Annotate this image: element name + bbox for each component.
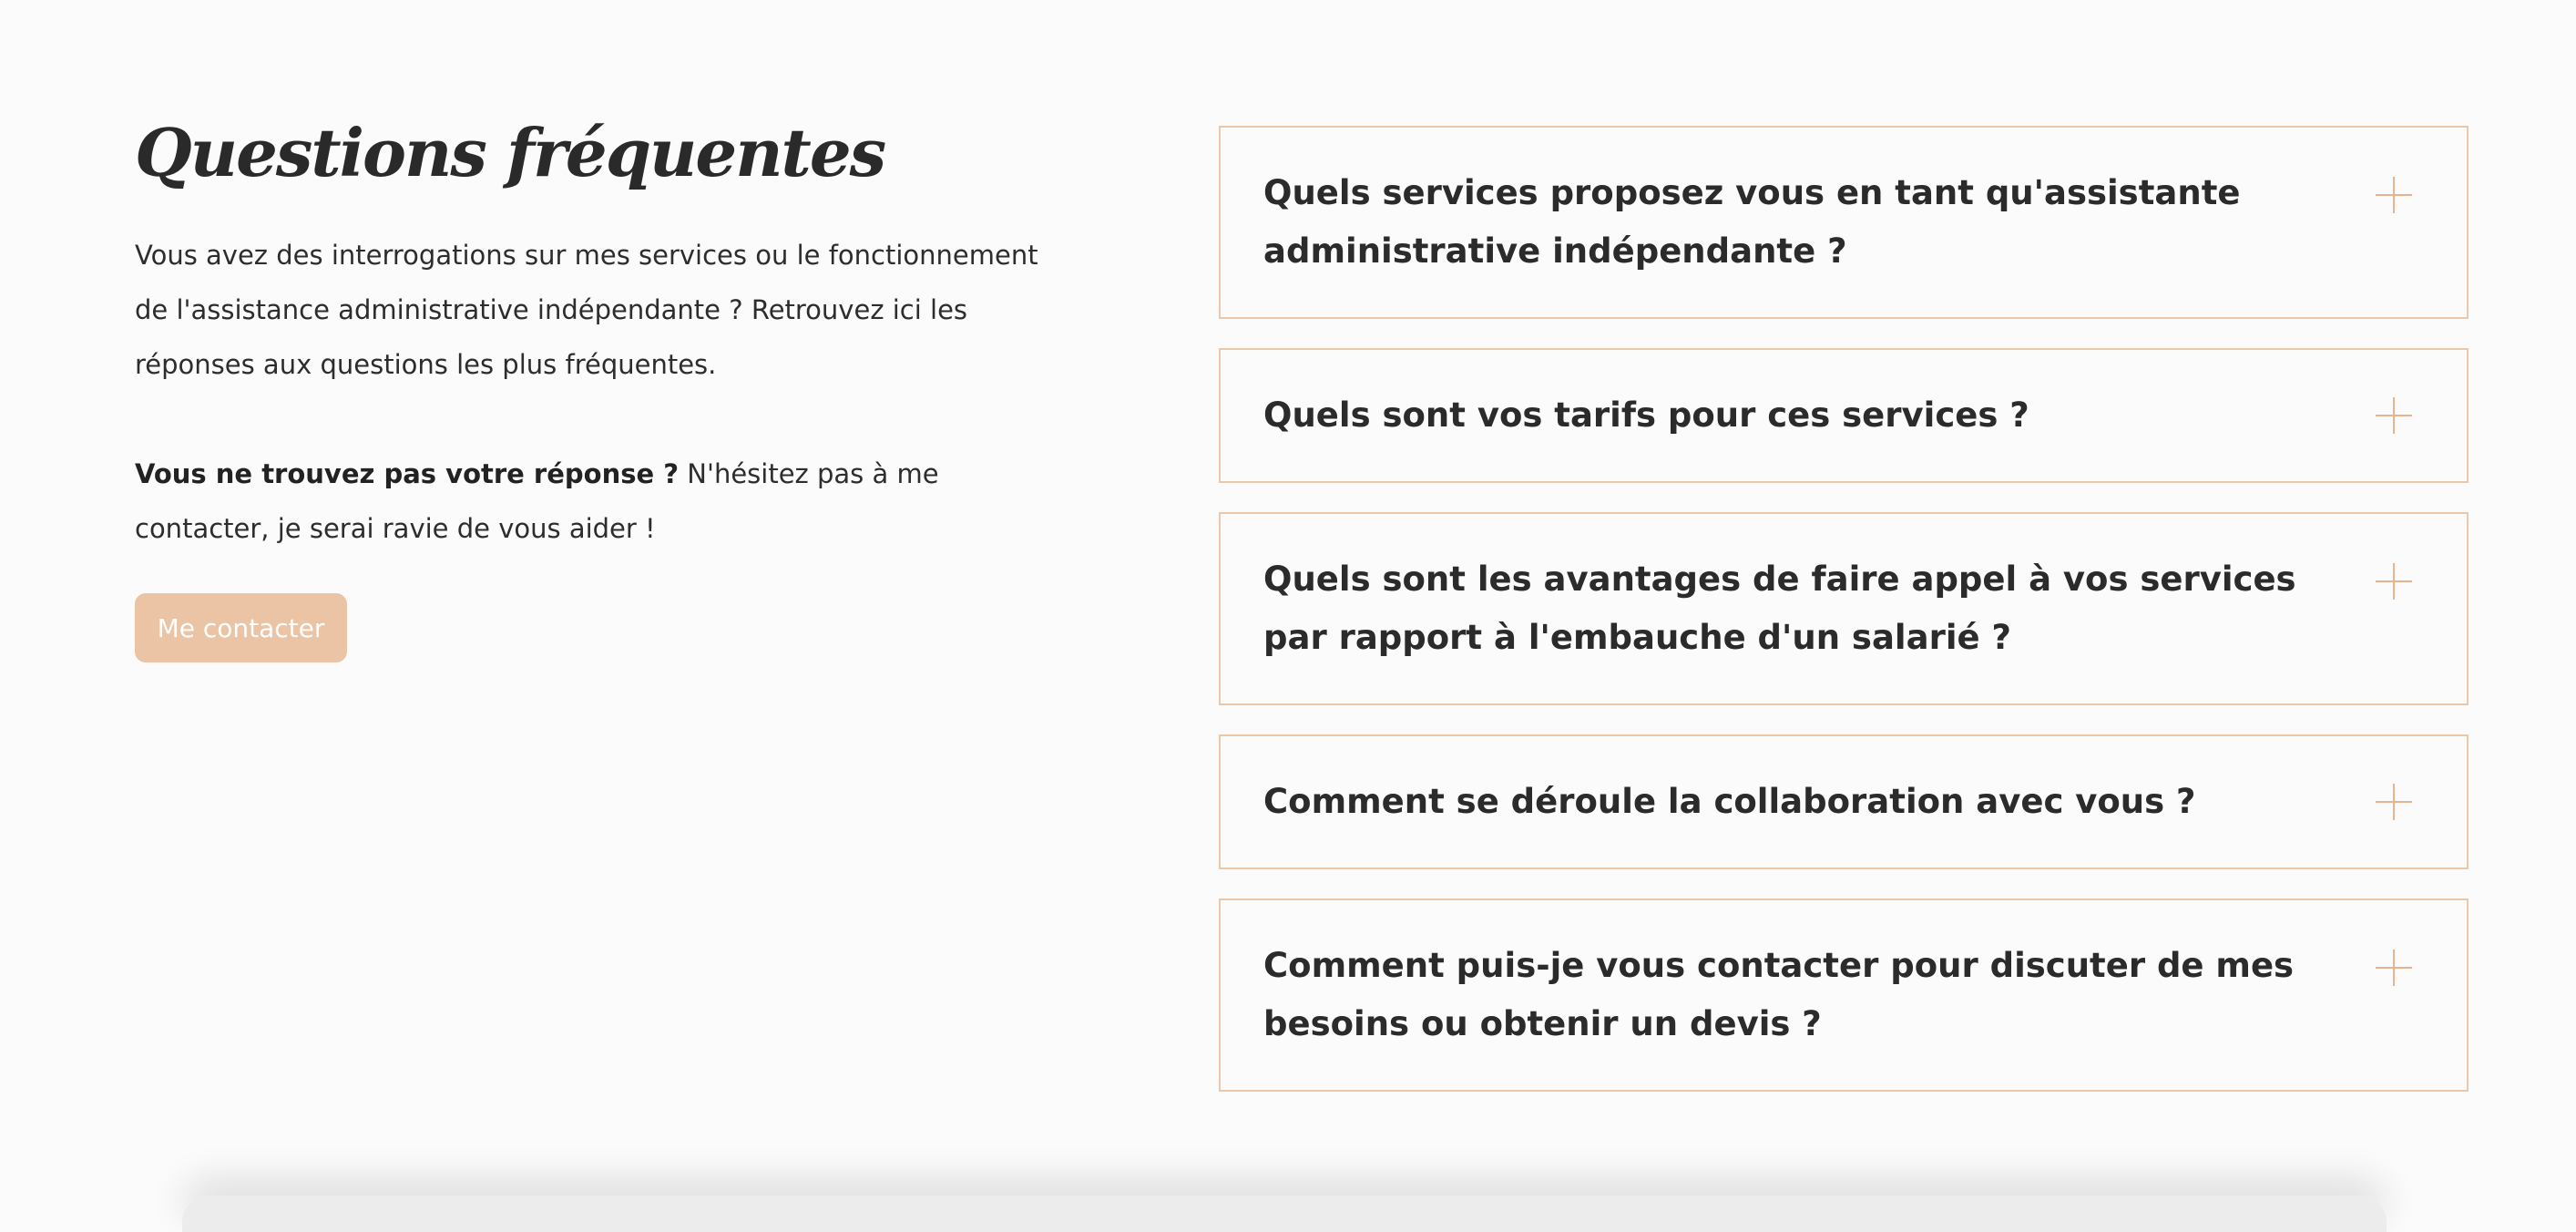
contact-button[interactable]: Me contacter (135, 593, 347, 662)
faq-question: Quels services proposez vous en tant qu'assistante administrative indépendante ? (1263, 173, 2241, 271)
contact-prompt-bold: Vous ne trouvez pas votre réponse ? (135, 458, 680, 489)
faq-item[interactable] (1219, 126, 2469, 319)
faq-question: Quels sont vos tarifs pour ces services ? (1263, 395, 2029, 435)
plus-icon[interactable] (2376, 397, 2412, 434)
plus-icon[interactable] (2376, 563, 2412, 600)
plus-icon[interactable] (2376, 177, 2412, 213)
faq-item[interactable] (1219, 734, 2469, 869)
next-section-edge (182, 1196, 2387, 1232)
page-title: Questions fréquentes (135, 114, 885, 191)
contact-prompt-text: N'hésitez pas à me contacter, je serai ravie de vous aider ! (135, 458, 939, 544)
plus-icon[interactable] (2376, 784, 2412, 820)
faq-question: Quels sont les avantages de faire appel à vos services par rapport à l'embauche d'un salarié ? (1263, 560, 2296, 657)
faq-question: Comment se déroule la collaboration avec vous ? (1263, 782, 2196, 821)
faq-question: Comment puis-je vous contacter pour discuter de mes besoins ou obtenir un devis ? (1263, 946, 2295, 1043)
intro-description: Vous avez des interrogations sur mes services ou le fonctionnement de l'assistance administrative indépendante ? Retrouvez ici les réponses aux questions les plus fréquentes. (135, 240, 1038, 380)
plus-icon[interactable] (2376, 950, 2412, 986)
faq-intro (135, 108, 1055, 556)
faq-item[interactable] (1219, 348, 2469, 483)
faq-accordion (1219, 126, 2469, 1121)
faq-item[interactable] (1219, 898, 2469, 1092)
contact-prompt (135, 447, 1055, 556)
faq-item[interactable] (1219, 512, 2469, 705)
